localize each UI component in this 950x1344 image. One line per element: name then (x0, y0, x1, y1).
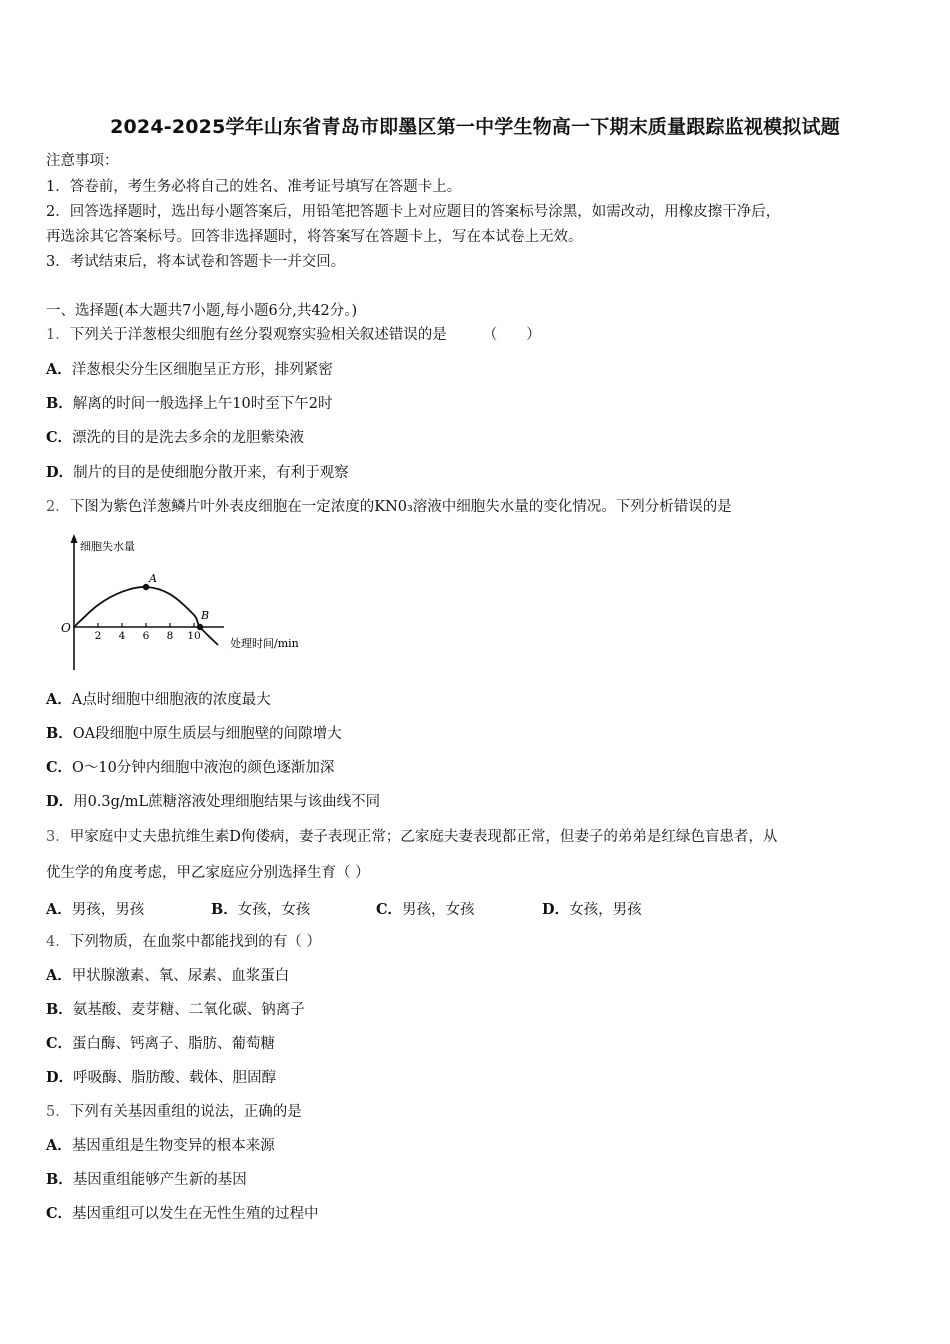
question-number: 4． (46, 934, 70, 950)
question-number: 3． (46, 829, 70, 845)
notice-item: 3．考试结束后，将本试卷和答题卡一并交回。 (46, 254, 346, 270)
option-a: A．A点时细胞中细胞液的浓度最大 (46, 691, 271, 708)
x-tick-label: 6 (142, 630, 150, 642)
x-tick-label: 10 (187, 630, 201, 642)
question-stem: 下列物质，在血浆中都能找到的有（ ） (69, 934, 321, 950)
page-title: 2024-2025学年山东省青岛市即墨区第一中学生物高一下期末质量跟踪监视模拟试题 (110, 116, 840, 138)
option-b: B．基因重组能够产生新的基因 (46, 1171, 247, 1188)
question-stem: 下列有关基因重组的说法，正确的是 (69, 1104, 302, 1120)
question-stem: 下列关于洋葱根尖细胞有丝分裂观察实验相关叙述错误的是 (69, 327, 447, 343)
option-d: D．用0.3g/mL蔗糖溶液处理细胞结果与该曲线不同 (46, 793, 381, 810)
notice-item: 2．回答选择题时，选出每小题答案后，用铅笔把答题卡上对应题目的答案标号涂黑，如需改动，用橡皮擦干净后， (46, 204, 781, 220)
option-b: B．解离的时间一般选择上午10时至下午2时 (46, 395, 333, 412)
option-a: A．甲状腺激素、氧、尿素、血浆蛋白 (46, 967, 290, 984)
point-b-label: B (201, 609, 210, 622)
question-number: 2． (46, 499, 70, 515)
question-5 (46, 1102, 302, 1122)
water-loss-chart (58, 530, 308, 675)
point-b (197, 624, 203, 630)
option-a: A．男孩，男孩 (46, 901, 145, 918)
option-c: C．基因重组可以发生在无性生殖的过程中 (46, 1205, 319, 1222)
option-b: B．女孩，女孩 (211, 901, 311, 918)
option-d: D．呼吸酶、脂肪酸、载体、胆固醇 (46, 1069, 277, 1086)
question-stem: 甲家庭中丈夫患抗维生素D佝偻病，妻子表现正常；乙家庭夫妻表现都正常，但妻子的弟弟是红绿色盲患者，从 (69, 829, 778, 845)
option-c: C．漂洗的目的是洗去多余的龙胆紫染液 (46, 429, 305, 446)
option-b: B．氨基酸、麦芽糖、二氧化碳、钠离子 (46, 1001, 305, 1018)
question-number: 1． (46, 327, 70, 343)
option-d: D．女孩，男孩 (542, 901, 642, 918)
option-c: C．男孩，女孩 (376, 901, 475, 918)
section-heading: 一、选择题(本大题共7小题,每小题6分,共42分。) (46, 303, 358, 319)
option-a: A．洋葱根尖分生区细胞呈正方形，排列紧密 (46, 361, 333, 378)
origin-label: O (61, 621, 71, 635)
y-axis-arrow (71, 534, 78, 543)
option-row (46, 898, 746, 918)
notice-heading: 注意事项： (46, 153, 119, 169)
notice-item: 1．答卷前，考生务必将自己的姓名、准考证号填写在答题卡上。 (46, 179, 462, 195)
question-4 (46, 932, 321, 952)
question-number: 5． (46, 1104, 70, 1120)
question-3 (46, 827, 777, 847)
notice-item: 再选涂其它答案标号。回答非选择题时，将答案写在答题卡上，写在本试卷上无效。 (46, 229, 583, 245)
question-1 (46, 325, 541, 345)
x-tick-label: 2 (94, 630, 102, 642)
answer-paren: （ ） (482, 327, 541, 343)
question-stem-continued: 优生学的角度考虑，甲乙家庭应分别选择生育（ ） (46, 865, 370, 881)
x-tick-label: 4 (118, 630, 126, 642)
x-axis-label: 处理时间/min (230, 637, 299, 650)
point-a-label: A (149, 572, 157, 585)
question-stem: 下图为紫色洋葱鳞片叶外表皮细胞在一定浓度的KN0₃溶液中细胞失水量的变化情况。下列分析错误的是 (69, 499, 732, 515)
question-2 (46, 497, 732, 517)
option-c: C．蛋白酶、钙离子、脂肪、葡萄糖 (46, 1035, 276, 1052)
option-c: C．O～10分钟内细胞中液泡的颜色逐渐加深 (46, 759, 335, 776)
option-d: D．制片的目的是使细胞分散开来，有利于观察 (46, 464, 349, 481)
option-a: A．基因重组是生物变异的根本来源 (46, 1137, 275, 1154)
y-axis-label: 细胞失水量 (80, 540, 135, 553)
option-b: B．OA段细胞中原生质层与细胞壁的间隙增大 (46, 725, 342, 742)
x-tick-label: 8 (166, 630, 174, 642)
